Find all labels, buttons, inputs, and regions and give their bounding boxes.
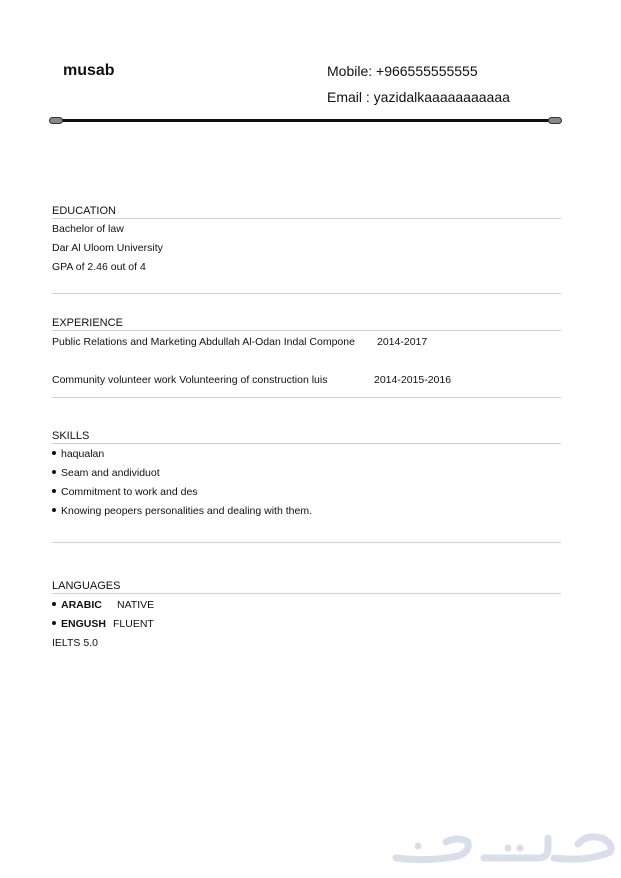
skill-item: Commitment to work and des <box>52 486 198 498</box>
education-university: Dar Al Uloom University <box>52 242 163 254</box>
section-divider <box>52 542 561 543</box>
divider-cap-left <box>49 117 63 124</box>
section-divider <box>52 293 561 294</box>
divider-line <box>55 119 556 122</box>
language-level: NATIVE <box>117 599 155 611</box>
education-gpa: GPA of 2.46 out of 4 <box>52 261 146 273</box>
language-name: ENGUSH <box>52 618 106 630</box>
skills-section <box>52 430 561 530</box>
experience-item-2-dates: 2014-2015-2016 <box>374 374 452 386</box>
experience-heading: EXPERIENCE <box>52 317 561 331</box>
experience-section <box>52 317 561 397</box>
mobile-number: Mobile: +966555555555 <box>327 63 478 79</box>
email-address: Email : yazidalkaaaaaaaaaaa <box>327 89 510 105</box>
language-name: ARABIC <box>52 599 102 611</box>
skill-item: haqualan <box>52 448 104 460</box>
education-degree: Bachelor of law <box>52 223 124 235</box>
education-heading: EDUCATION <box>52 205 561 219</box>
candidate-name: musab <box>63 62 115 79</box>
experience-item-2: Community volunteer work Volunteering of construction luis <box>52 374 328 386</box>
experience-item-1-dates: 2014-2017 <box>377 336 428 348</box>
haraj-watermark-logo <box>388 822 618 872</box>
language-level: FLUENT <box>113 618 154 630</box>
education-section <box>52 205 561 285</box>
divider-cap-right <box>548 117 562 124</box>
skill-item: Knowing peopers personalities and dealing with them. <box>52 505 312 517</box>
experience-item-1: Public Relations and Marketing Abdullah Al-Odan Indal Compone <box>52 336 355 348</box>
skills-heading: SKILLS <box>52 430 561 444</box>
section-divider <box>52 397 561 398</box>
languages-heading: LANGUAGES <box>52 580 561 594</box>
languages-section <box>52 580 561 660</box>
skill-item: Seam and andividuot <box>52 467 160 479</box>
header-divider <box>49 117 562 125</box>
language-test-score: IELTS 5.0 <box>52 637 98 649</box>
